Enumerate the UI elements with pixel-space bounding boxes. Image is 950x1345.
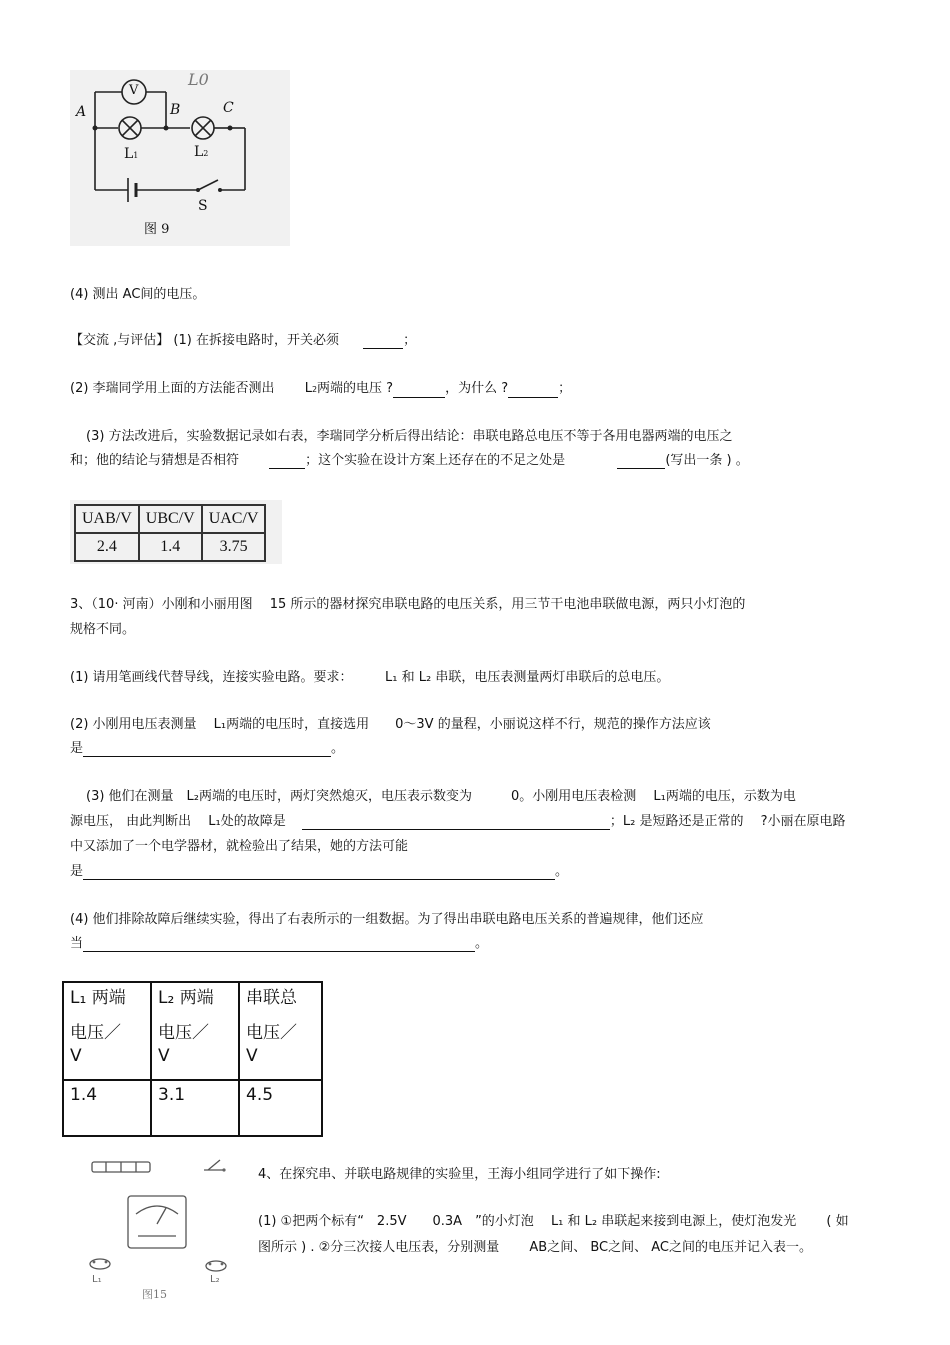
q3-part3-line2: 源电压， 由此判断出 L₁处的故障是 ；L₂ 是短路还是正常的 ?小丽在原电路 [70, 814, 846, 829]
q3-part3-line1: (3) 他们在测量 L₂两端的电压时，两灯突然熄灭，电压表示数变为 0。小刚用电压表检测 L₁两端的电压，示数为电 [86, 789, 796, 804]
step-4-text: (4) 测出 AC间的电压。 [70, 287, 206, 302]
figure-15-caption: 图15 [142, 1288, 167, 1301]
circuit-diagram-svg [70, 70, 290, 246]
apparatus-svg [84, 1152, 244, 1307]
answer-blank[interactable] [508, 383, 558, 398]
table-row [75, 505, 265, 533]
answer-blank[interactable] [617, 454, 665, 469]
q3-title-line2: 规格不同。 [70, 622, 136, 637]
q3-part3-line3: 中又添加了一个电学器材，就检验出了结果，她的方法可能 [70, 839, 409, 854]
table-header-cell: 串联总 电压／ V [239, 982, 322, 1080]
table-header-cell: L₁ 两端 电压／ V [63, 982, 151, 1080]
exchange-q1: 【交流 ,与评估】 (1) 在拆接电路时，开关必须 ； [70, 333, 417, 348]
figure-15-apparatus [84, 1152, 244, 1307]
voltmeter-label: V [129, 83, 139, 98]
lamp-1-label: L1 [124, 146, 139, 162]
table-row [75, 533, 265, 561]
exchange-q3-line1: (3) 方法改进后，实验数据记录如右表，李瑞同学分析后得出结论：串联电路总电压不等于各用电器两端的电压之 [86, 429, 733, 444]
figure-15-lamp-2-label: L₂ [210, 1274, 220, 1285]
table-header-cell: UAB/V [75, 505, 139, 533]
q3-part2-line2: 是 。 [70, 741, 345, 756]
q3-part4-line1: (4) 他们排除故障后继续实验，得出了右表所示的一组数据。为了得出串联电路电压关系的普遍规律，他们还应 [70, 912, 704, 927]
q4-part1-line2: 图所示 ) . ②分三次接人电压表，分别测量 AB之间、 BC之间、 AC之间的电压并记入表一。 [258, 1240, 812, 1255]
answer-blank[interactable] [83, 865, 555, 880]
exchange-q3-line2: 和；他的结论与猜想是否相符 ；这个实验在设计方案上还存在的不足之处是 (写出一条 ) 。 [70, 453, 749, 468]
table-cell: 1.4 [139, 533, 202, 561]
exchange-q2: (2) 李瑞同学用上面的方法能否测出 L2两端的电压 ? ，为什么 ? ； [70, 381, 572, 396]
q4-part1-line1: (1) ①把两个标有“ 2.5V 0.3A ”的小灯泡 L₁ 和 L₂ 串联起来接到电源上，使灯泡发光 ( 如 [258, 1214, 849, 1229]
figure-caption: 图 9 [144, 222, 170, 237]
answer-blank[interactable] [302, 815, 610, 830]
q3-title-line1: 3、（10· 河南）小刚和小丽用图 15 所示的器材探究串联电路的电压关系，用三节干电池串联做电源，两只小灯泡的 [70, 597, 746, 612]
table-cell: 3.75 [202, 533, 266, 561]
table-row [63, 982, 322, 1080]
table-row [63, 1080, 322, 1136]
figure-9-circuit [70, 70, 290, 246]
q3-part3-line4: 是 。 [70, 864, 569, 879]
answer-blank[interactable] [393, 383, 445, 398]
q3-part2-line1: (2) 小刚用电压表测量 L₁两端的电压时，直接选用 0～3V 的量程，小丽说这样不行，规范的操作方法应该 [70, 717, 711, 732]
voltage-table-1 [74, 504, 266, 562]
node-label-a: A [76, 104, 87, 120]
q4-title: 4、在探究串、并联电路规律的实验里，王海小组同学进行了如下操作: [258, 1167, 661, 1182]
answer-blank[interactable] [363, 334, 403, 349]
answer-blank[interactable] [269, 454, 305, 469]
table-header-cell: UBC/V [139, 505, 202, 533]
answer-blank[interactable] [83, 742, 331, 757]
table-header-cell: UAC/V [202, 505, 266, 533]
table-header-cell: L₂ 两端 电压／ V [151, 982, 239, 1080]
voltage-table-2 [62, 981, 323, 1137]
q3-part4-line2: 当 。 [70, 936, 489, 951]
table-cell: 2.4 [75, 533, 139, 561]
answer-blank[interactable] [83, 937, 475, 952]
switch-label: S [198, 198, 208, 214]
table-cell: 4.5 [239, 1080, 322, 1136]
node-label-c: C [223, 100, 234, 116]
figure-15-lamp-1-label: L₁ [92, 1274, 102, 1285]
node-label-b: B [170, 102, 181, 118]
table-cell: 3.1 [151, 1080, 239, 1136]
table-cell: 1.4 [63, 1080, 151, 1136]
q3-part1: (1) 请用笔画线代替导线，连接实验电路。要求： L₁ 和 L₂ 串联，电压表测量两灯串联后的总电压。 [70, 670, 670, 685]
handwritten-scribble: L0 [188, 70, 209, 89]
lamp-2-label: L2 [194, 144, 209, 160]
